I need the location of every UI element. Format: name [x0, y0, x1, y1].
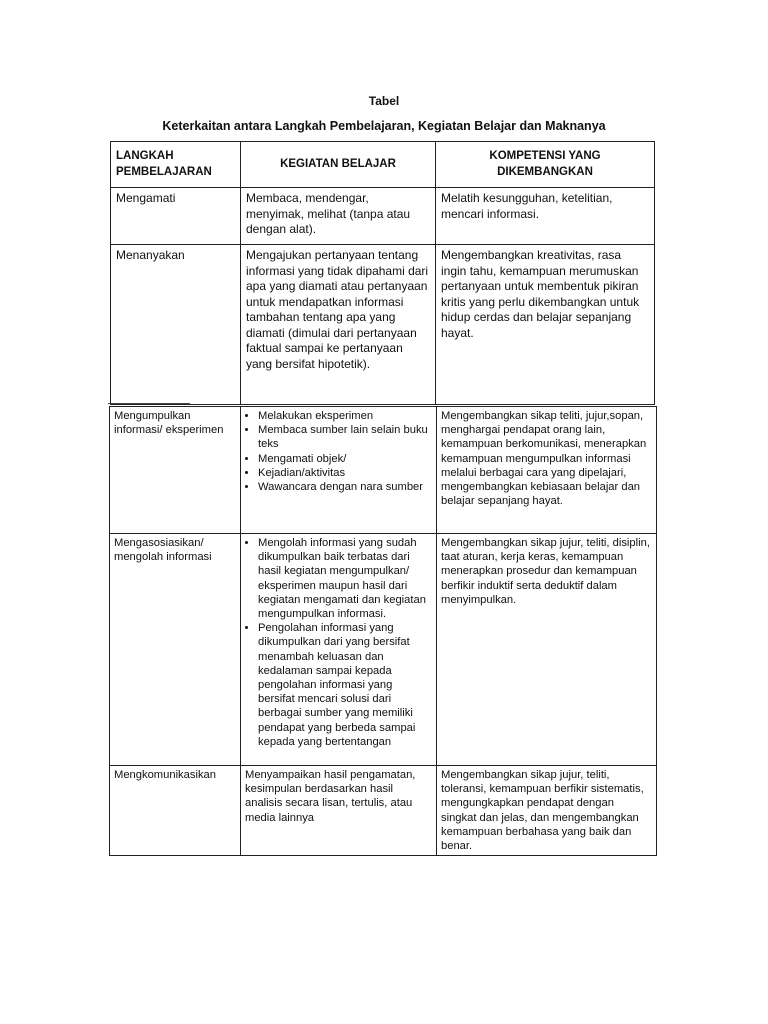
cell-kegiatan: Membaca, mendengar, menyimak, melihat (tanpa atau dengan alat).: [241, 188, 436, 245]
kegiatan-list: [245, 409, 432, 494]
list-item: • Wawancara dengan nara sumber: [258, 480, 432, 494]
cell-kegiatan: [241, 534, 437, 766]
table-row: [111, 245, 655, 405]
list-item: • Melakukan eksperimen: [258, 409, 432, 423]
list-item: • Mengamati objek/: [258, 452, 432, 466]
cell-kegiatan: Menyampaikan hasil pengamatan, kesimpulan berdasarkan hasil analisis secara lisan, tertulis, atau media lainnya: [241, 766, 437, 856]
kegiatan-list: [245, 536, 432, 749]
table-row: [110, 766, 657, 856]
table-part-1: [110, 141, 655, 405]
cell-kompetensi: Mengembangkan kreativitas, rasa ingin tahu, kemampuan merumuskan pertanyaan untuk membentuk pikiran kritis yang perlu dikembangkan untuk hidup cerdas dan belajar sepanjang hayat.: [436, 245, 655, 405]
header-kompetensi: KOMPETENSI YANG DIKEMBANGKAN: [436, 142, 655, 188]
cell-kompetensi: Mengembangkan sikap teliti, jujur,sopan, menghargai pendapat orang lain, kemampuan berkomunikasi, menerapkan kemampuan mengumpulkan informasi melalui berbagai cara yang dipelajari, mengembangkan kebiasaan belajar dan belajar sepanjang hayat.: [437, 407, 657, 534]
cell-langkah: Menanyakan: [111, 245, 241, 405]
cell-langkah: Mengkomunikasikan: [110, 766, 241, 856]
divider-line: [108, 403, 190, 404]
cell-langkah: Mengamati: [111, 188, 241, 245]
list-item: • Pengolahan informasi yang dikumpulkan dari yang bersifat menambah keluasan dan kedalaman sampai kepada pengolahan informasi yang bersifat mencari solusi dari berbagai sumber yang memiliki pendapat yang berbeda sampai kepada yang bertentangan: [258, 621, 432, 749]
table-row: [111, 188, 655, 245]
header-langkah: LANGKAH PEMBELAJARAN: [111, 142, 241, 188]
table-row: [110, 407, 657, 534]
header-row: [111, 142, 655, 188]
cell-kegiatan: [241, 407, 437, 534]
list-item: • Mengolah informasi yang sudah dikumpulkan baik terbatas dari hasil kegiatan mengumpulkan/ eksperimen maupun hasil dari kegiatan mengamati dan kegiatan mengumpulkan informasi.: [258, 536, 432, 621]
cell-kompetensi: Mengembangkan sikap jujur, teliti, disiplin, taat aturan, kerja keras, kemampuan menerapkan prosedur dan kemampuan berfikir induktif serta deduktif dalam menyimpulkan.: [437, 534, 657, 766]
cell-kegiatan: Mengajukan pertanyaan tentang informasi yang tidak dipahami dari apa yang diamati atau pertanyaan untuk mendapatkan informasi tambahan tentang apa yang diamati (dimulai dari pertanyaan faktual sampai ke pertanyaan yang bersifat hipotetik).: [241, 245, 436, 405]
cell-kompetensi: Melatih kesungguhan, ketelitian, mencari informasi.: [436, 188, 655, 245]
list-item: • Kejadian/aktivitas: [258, 466, 432, 480]
table-caption: Keterkaitan antara Langkah Pembelajaran, Kegiatan Belajar dan Maknanya: [162, 119, 606, 133]
cell-langkah: Mengumpulkan informasi/ eksperimen: [110, 407, 241, 534]
table-row: [110, 534, 657, 766]
cell-kompetensi: Mengembangkan sikap jujur, teliti, toleransi, kemampuan berfikir sistematis, mengungkapkan pendapat dengan singkat dan jelas, dan mengembangkan kemampuan berbahasa yang baik dan benar.: [437, 766, 657, 856]
document-title: Tabel: [368, 94, 400, 108]
header-kegiatan: KEGIATAN BELAJAR: [241, 142, 436, 188]
cell-langkah: Mengasosiasikan/ mengolah informasi: [110, 534, 241, 766]
list-item: • Membaca sumber lain selain buku teks: [258, 423, 432, 451]
table-part-2: [109, 406, 657, 856]
